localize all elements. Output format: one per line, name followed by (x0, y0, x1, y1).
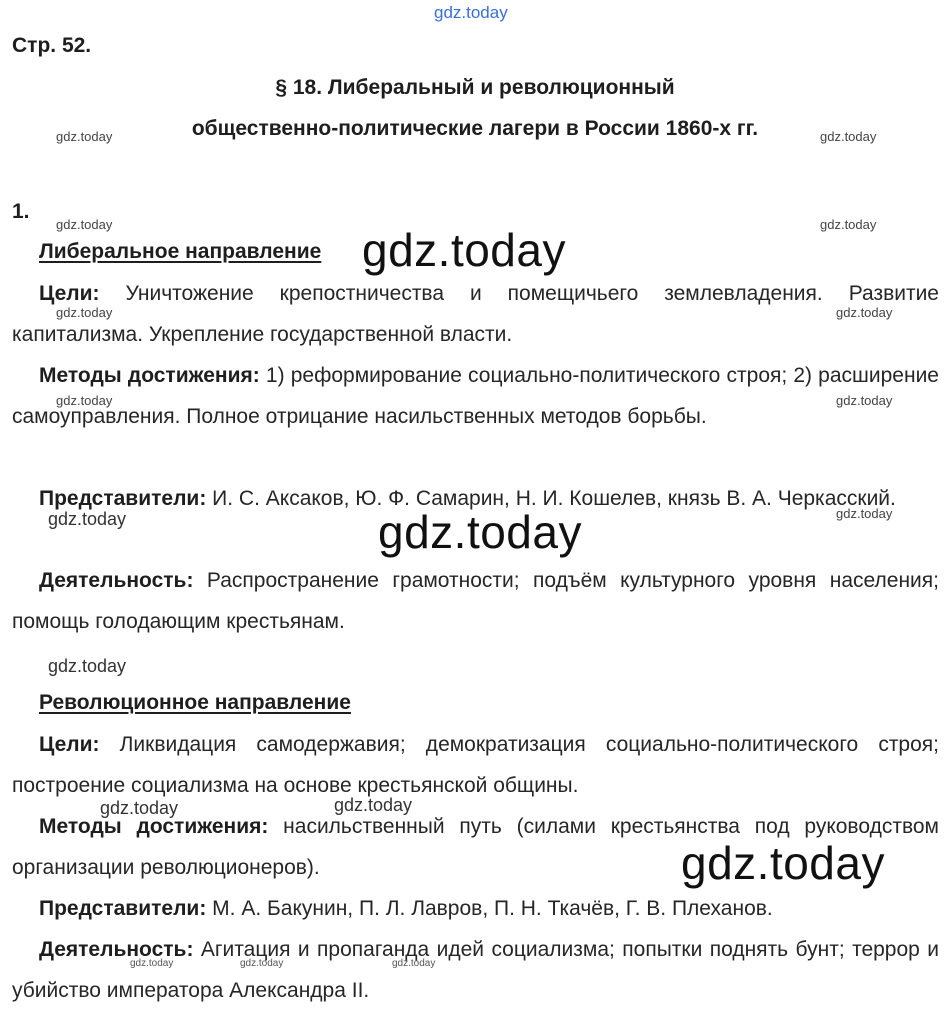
watermark: gdz.today (392, 958, 436, 969)
revolutionary-methods-label: Методы достижения: (39, 815, 269, 838)
revolutionary-methods (12, 806, 939, 888)
watermark: gdz.today (56, 305, 113, 320)
liberal-reps-label: Представители: (39, 487, 207, 510)
revolutionary-goals-label: Цели: (39, 733, 100, 756)
revolutionary-activity (12, 929, 939, 1011)
liberal-activity (12, 560, 939, 642)
watermark-large: gdz.today (378, 506, 582, 558)
revolutionary-goals (12, 724, 939, 806)
watermark: gdz.today (48, 656, 127, 676)
page-title-line-1: § 18. Либеральный и революционный (275, 76, 675, 99)
watermark: gdz.today (836, 393, 893, 408)
watermark: gdz.today (56, 393, 113, 408)
revolutionary-methods-text: насильственный путь (силами крестьянства под руководством организации революционеров). (12, 815, 939, 879)
liberal-activity-label: Деятельность: (39, 569, 194, 592)
task-number: 1. (12, 200, 30, 223)
watermark: gdz.today (240, 958, 284, 969)
liberal-methods-label: Методы достижения: (39, 364, 260, 387)
watermark: gdz.today (820, 217, 877, 232)
revolutionary-representatives (12, 888, 939, 929)
liberal-goals-label: Цели: (39, 282, 100, 305)
liberal-goals-text: Уничтожение крепостничества и помещичьего землевладения. Развитие капитализма. Укрепление государственной власти. (12, 282, 939, 346)
watermark: gdz.today (48, 509, 127, 529)
revolutionary-reps-text: М. А. Бакунин, П. Л. Лавров, П. Н. Ткачёв, Г. В. Плеханов. (206, 897, 773, 920)
liberal-methods (12, 355, 939, 437)
revolutionary-heading: Революционное направление (39, 691, 351, 714)
liberal-reps-text: И. С. Аксаков, Ю. Ф. Самарин, Н. И. Кошелев, князь В. А. Черкасский. (206, 487, 896, 510)
revolutionary-activity-label: Деятельность: (39, 938, 194, 961)
liberal-goals (12, 273, 939, 355)
watermark: gdz.today (100, 798, 179, 818)
watermark: gdz.today (56, 217, 113, 232)
revolutionary-goals-text: Ликвидация самодержавия; демократизация социально-политического строя; построение социализма на основе крестьянской общины. (12, 733, 939, 797)
liberal-activity-text: Распространение грамотности; подъём культурного уровня населения; помощь голодающим крестьянам. (12, 569, 939, 633)
watermark-large: gdz.today (681, 837, 885, 889)
watermark: gdz.today (820, 129, 877, 144)
watermark-top: gdz.today (434, 3, 508, 22)
liberal-representatives (12, 478, 939, 519)
page-title-line-2: общественно-политические лагери в России 1860-х гг. (191, 117, 759, 140)
page-number: Стр. 52. (12, 34, 92, 57)
watermark: gdz.today (836, 305, 893, 320)
watermark: gdz.today (56, 129, 113, 144)
revolutionary-activity-text: Агитация и пропаганда идей социализма; попытки поднять бунт; террор и убийство императора Александра II. (12, 938, 939, 1002)
liberal-methods-text: 1) реформирование социально-политического строя; 2) расширение самоуправления. Полное отрицание насильственных методов борьбы. (12, 364, 939, 428)
watermark: gdz.today (836, 506, 893, 521)
watermark: gdz.today (334, 795, 413, 815)
revolutionary-reps-label: Представители: (39, 897, 207, 920)
liberal-heading: Либеральное направление (39, 240, 322, 263)
watermark-large: gdz.today (362, 224, 566, 276)
watermark: gdz.today (130, 958, 174, 969)
